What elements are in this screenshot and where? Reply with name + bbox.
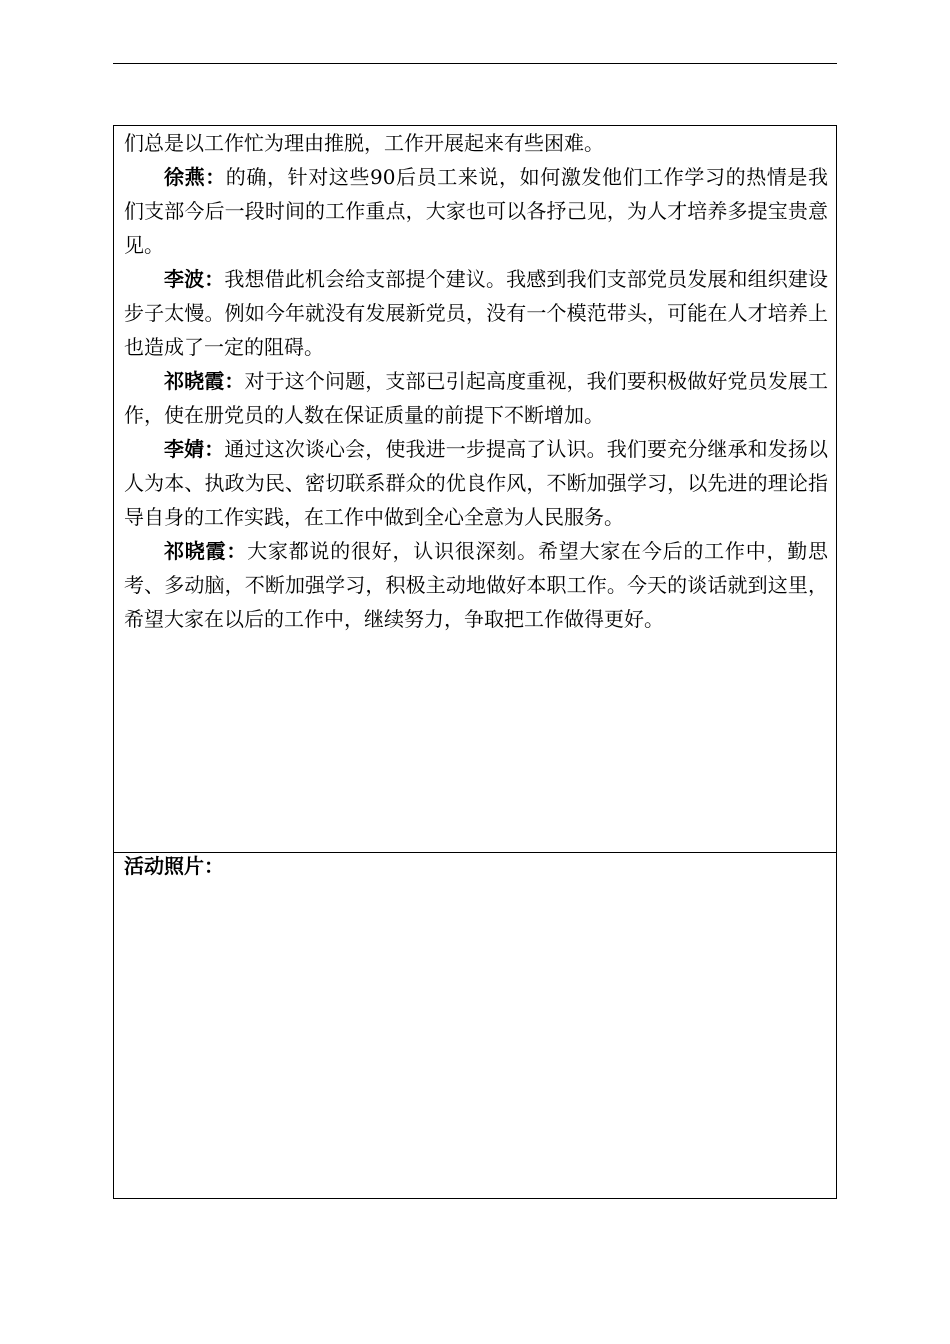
- dialogue-paragraph: [124, 534, 828, 636]
- dialogue-paragraph: [124, 364, 828, 432]
- dialogue-text: 通过这次谈心会，使我进一步提高了认识。我们要充分继承和发扬以人为本、执政为民、密切联系群众的优良作风，不断加强学习，以先进的理论指导自身的工作实践，在工作中做到全心全意为人民服务。: [124, 437, 828, 529]
- dialogue-text: 的确，针对这些90后员工来说，如何激发他们工作学习的热情是我们支部今后一段时间的工作重点，大家也可以各抒己见，为人才培养多提宝贵意见。: [124, 165, 828, 257]
- header-rule: [113, 63, 837, 64]
- continuation-paragraph: 们总是以工作忙为理由推脱，工作开展起来有些困难。: [124, 131, 604, 155]
- dialogue-text: 对于这个问题，支部已引起高度重视，我们要积极做好党员发展工作，使在册党员的人数在保证质量的前提下不断增加。: [124, 369, 828, 427]
- record-table: [113, 125, 837, 1199]
- dialogue-text: 大家都说的很好，认识很深刻。希望大家在今后的工作中，勤思考、多动脑，不断加强学习，积极主动地做好本职工作。今天的谈话就到这里，希望大家在以后的工作中，继续努力，争取把工作做得更好。: [124, 539, 829, 631]
- speaker-name: 李波：: [164, 267, 225, 291]
- speaker-name: 祁晓霞：: [164, 539, 248, 563]
- discussion-record-cell: [114, 126, 836, 853]
- activity-photos-label: 活动照片：: [124, 854, 224, 878]
- dialogue-paragraph: [124, 262, 828, 364]
- dialogue-paragraph: [124, 432, 828, 534]
- activity-photos-cell: [114, 853, 836, 1198]
- speaker-name: 祁晓霞：: [164, 369, 245, 393]
- speaker-name: 徐燕：: [164, 165, 226, 189]
- dialogue-text: 我想借此机会给支部提个建议。我感到我们支部党员发展和组织建设步子太慢。例如今年就没有发展新党员，没有一个模范带头，可能在人才培养上也造成了一定的阻碍。: [124, 267, 828, 359]
- speaker-name: 李婧：: [164, 437, 225, 461]
- dialogue-paragraph: [124, 160, 828, 262]
